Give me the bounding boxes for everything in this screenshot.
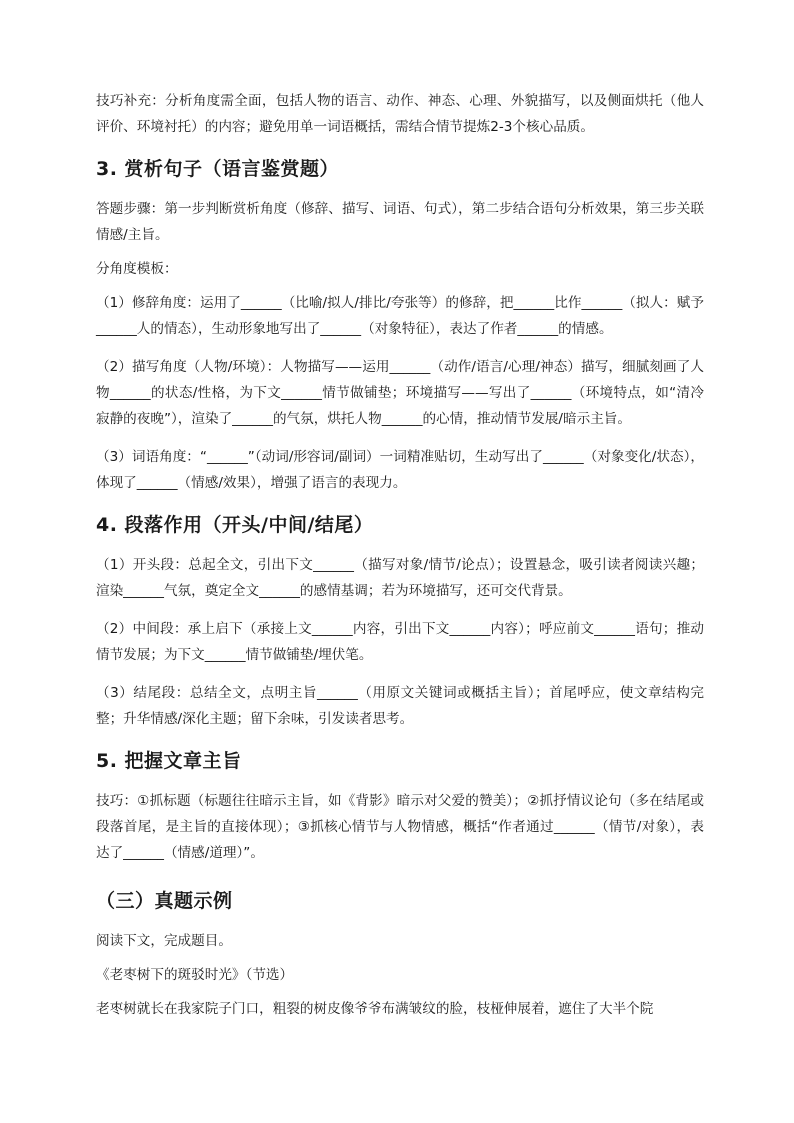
reading-instruction: 阅读下文，完成题目。 (96, 933, 232, 949)
tip-paragraph: 技巧补充：分析角度需全面，包括人物的语言、动作、神态、心理、外貌描写，以及侧面烘托（他人评价、环境衬托）的内容；避免用单一词语概括，需结合情节提炼2-3个核心品质。 (96, 93, 704, 135)
middle-paragraph-function: （2）中间段：承上启下（承接上文______内容，引出下文______内容）；呼应前文______语句；推动情节发展；为下文______情节做铺垫/埋伏笔。 (96, 621, 704, 663)
opening-paragraph-function: （1）开头段：总起全文，引出下文______（描写对象/情节/论点）；设置悬念，吸引读者阅读兴趣；渲染______气氛，奠定全文______的感情基调；若为环境描写，还可交代背景。 (96, 557, 704, 599)
description-template-paragraph: （2）描写角度（人物/环境）：人物描写——运用______（动作/语言/心理/神态）描写，细腻刻画了人物______的状态/性格，为下文______情节做铺垫；环境描写——写出了______（环境特点，如“清冷寂静的夜晚”），渲染了______的气氛，烘托人物______的心情，推动情节发展/暗示主旨。 (96, 359, 704, 427)
ending-paragraph-function: （3）结尾段：总结全文，点明主旨______（用原文关键词或概括主旨）；首尾呼应，使文章结构完整；升华情感/深化主题；留下余味，引发读者思考。 (96, 685, 704, 727)
templates-label: 分角度模板： (96, 261, 178, 277)
rhetoric-template-paragraph: （1）修辞角度：运用了______（比喻/拟人/排比/夸张等）的修辞，把______比作______（拟人：赋予______人的情态），生动形象地写出了______（对象特征），表达了作者______的情感。 (96, 295, 704, 337)
excerpt-first-line: 老枣树就长在我家院子门口，粗裂的树皮像爷爷布满皱纹的脸，枝桠伸展着，遮住了大半个院 (96, 1001, 654, 1017)
section-heading-paragraph-function: 4. 段落作用（开头/中间/结尾） (96, 514, 374, 536)
word-template-paragraph: （3）词语角度：“______”（动词/形容词/副词）一词精准贴切，生动写出了______（对象变化/状态），体现了______（情感/效果），增强了语言的表现力。 (96, 449, 704, 491)
theme-techniques-paragraph: 技巧：①抓标题（标题往往暗示主旨，如《背影》暗示对父爱的赞美）；②抓抒情议论句（多在结尾或段落首尾，是主旨的直接体现）；③抓核心情节与人物情感，概括“作者通过______（情节/对象），表达了______（情感/道理）”。 (96, 793, 704, 861)
excerpt-title: 《老枣树下的斑驳时光》（节选） (96, 967, 294, 983)
section-heading-theme: 5. 把握文章主旨 (96, 750, 242, 772)
answer-steps-paragraph: 答题步骤：第一步判断赏析角度（修辞、描写、词语、句式），第二步结合语句分析效果，第三步关联情感/主旨。 (96, 201, 704, 243)
section-heading-sentence-appreciation: 3. 赏析句子（语言鉴赏题） (96, 158, 340, 180)
section-heading-example: （三）真题示例 (96, 890, 233, 912)
